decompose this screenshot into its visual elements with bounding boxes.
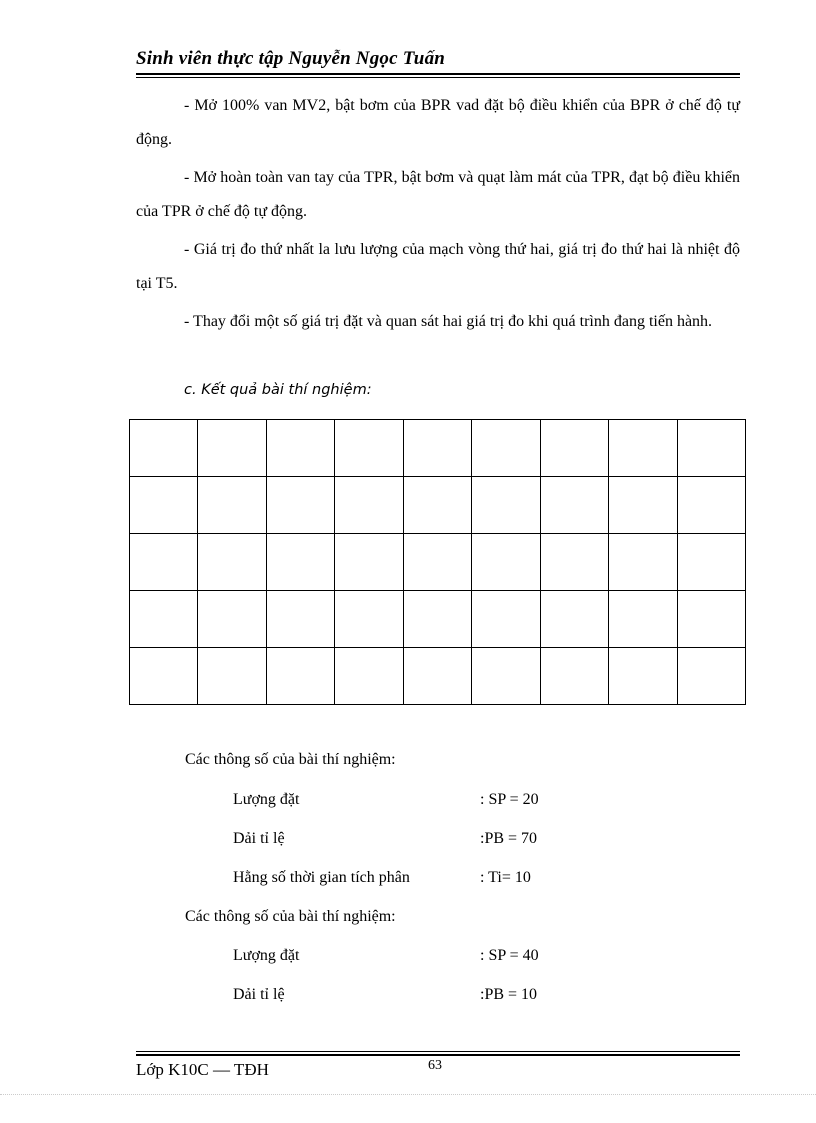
parameter-value: : SP = 40 [480,947,539,964]
table-cell [677,648,746,705]
table-cell [472,420,540,477]
table-cell [130,420,198,477]
table-cell [540,591,608,648]
table-cell [198,477,266,534]
table-cell [130,534,198,591]
table-cell [540,648,608,705]
paragraph: - Mở hoàn toàn van tay của TPR, bật bơm và quạt làm mát của TPR, đạt bộ điều khiển của TPR ở chế độ tự động. [136,169,740,220]
parameter-label: Hằng số thời gian tích phân [233,869,410,886]
table-cell [335,534,403,591]
table-cell [335,420,403,477]
page-header-title: Sinh viên thực tập Nguyễn Ngọc Tuấn [136,48,446,69]
table-cell [472,477,540,534]
table-cell [609,420,677,477]
table-cell [403,420,471,477]
parameter-value: : Ti= 10 [480,869,531,886]
paragraph: - Mở 100% van MV2, bật bơm của BPR vad đặt bộ điều khiển của BPR ở chế độ tự động. [136,97,740,148]
table-cell [335,591,403,648]
table-cell [130,591,198,648]
table-cell [198,648,266,705]
table-cell [472,648,540,705]
table-cell [609,477,677,534]
table-row [130,534,746,591]
table-cell [266,534,334,591]
table-cell [609,534,677,591]
table-cell [403,591,471,648]
parameter-label: Lượng đặt [233,947,300,964]
table-cell [540,420,608,477]
table-cell [198,420,266,477]
results-table [129,419,746,705]
parameter-value: : SP = 20 [480,791,539,808]
parameter-label: Dải tỉ lệ [233,830,285,847]
table-cell [472,534,540,591]
footer-class-label: Lớp K10C — TĐH [136,1060,269,1079]
table-cell [266,591,334,648]
table-cell [198,591,266,648]
header-rule [136,73,740,75]
table-cell [266,648,334,705]
table-cell [677,534,746,591]
table-cell [130,648,198,705]
table-cell [677,477,746,534]
table-cell [403,534,471,591]
paragraph: - Giá trị đo thứ nhất la lưu lượng của mạch vòng thứ hai, giá trị đo thứ hai là nhiệt độ tại T5. [136,241,740,292]
footer-rule [136,1054,740,1056]
table-cell [609,648,677,705]
results-heading: c. Kết quả bài thí nghiệm: [184,382,372,398]
footer-rule-thin [136,1051,740,1052]
parameter-label: Dải tỉ lệ [233,986,285,1003]
table-cell [403,477,471,534]
table-cell [472,591,540,648]
table-cell [198,534,266,591]
parameters-heading: Các thông số của bài thí nghiệm: [185,751,396,768]
page-edge-divider [0,1094,816,1096]
table-cell [130,477,198,534]
table-row [130,591,746,648]
parameter-value: :PB = 10 [480,986,538,1003]
table-cell [403,648,471,705]
table-cell [540,534,608,591]
parameter-value: :PB = 70 [480,830,538,847]
paragraph: - Thay đổi một số giá trị đặt và quan sát hai giá trị đo khi quá trình đang tiến hành. [184,313,713,330]
table-row [130,420,746,477]
table-cell [677,420,746,477]
table-row [130,477,746,534]
table-cell [609,591,677,648]
table-cell [335,648,403,705]
table-cell [677,591,746,648]
table-cell [335,477,403,534]
table-row [130,648,746,705]
table-cell [540,477,608,534]
table-cell [266,420,334,477]
parameter-label: Lượng đặt [233,791,300,808]
header-rule-thin [136,77,740,78]
table-cell [266,477,334,534]
page-number: 63 [428,1058,442,1073]
parameters-heading: Các thông số của bài thí nghiệm: [185,908,396,925]
